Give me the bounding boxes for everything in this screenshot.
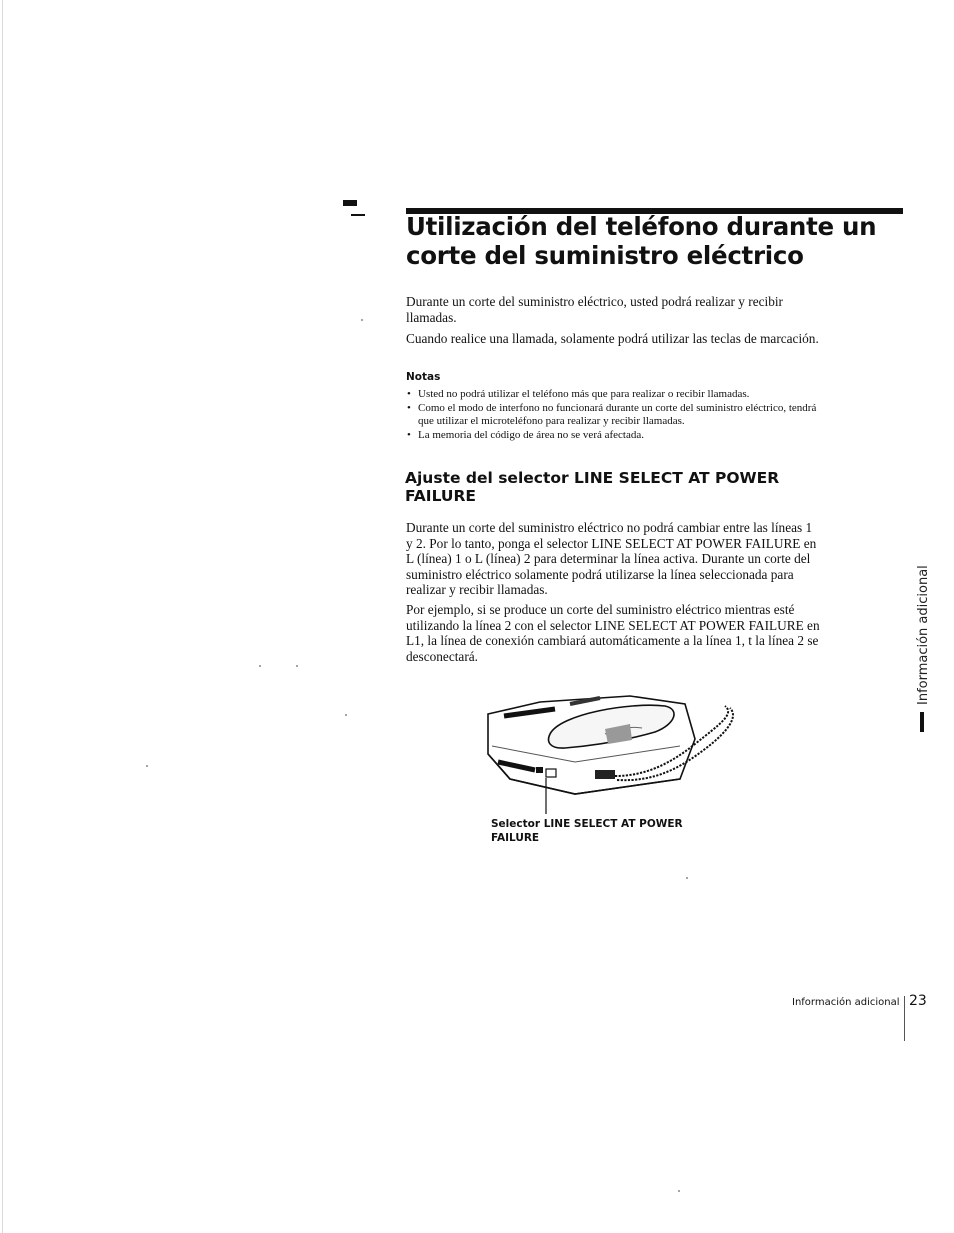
scan-speck xyxy=(146,765,148,767)
intro-paragraph: Durante un corte del suministro eléctrico, usted podrá realizar y recibir llamadas. xyxy=(406,294,783,325)
figure-caption: Selector LINE SELECT AT POWER FAILURE xyxy=(491,818,683,844)
scan-speck xyxy=(259,665,261,667)
scan-speck xyxy=(361,319,363,321)
page-number: 23 xyxy=(909,993,927,1009)
note-item: • Como el modo de interfono no funcionará durante un corte del suministro eléctrico, tendrá que utilizar el microteléfono para realizar y recibir llamadas. xyxy=(406,402,826,429)
scan-speck xyxy=(345,714,347,716)
scan-edge-line xyxy=(2,0,3,1233)
section-corner-mark xyxy=(343,200,357,206)
subsection-title: Ajuste del selector LINE SELECT AT POWER FAILURE xyxy=(405,469,780,505)
subsection-paragraph: Durante un corte del suministro eléctrico no podrá cambiar entre las líneas 1 y 2. Por lo tanto, ponga el selector LINE SELECT AT POWER FAILURE en L (línea) 1 o L (línea) 2 para determinar la línea activa. Durante un corte del suministro eléctrico solamente podrá utilizarse la línea seleccionada para realizar y recibir llamadas. xyxy=(406,520,817,597)
page-title: Utilización del teléfono durante un corte del suministro eléctrico xyxy=(406,212,877,270)
side-tab-label: Información adicional xyxy=(916,565,931,705)
note-item: • La memoria del código de área no se verá afectada. xyxy=(406,429,826,443)
telephone-illustration xyxy=(480,684,740,819)
scan-speck xyxy=(296,665,298,667)
notes-list xyxy=(406,388,826,442)
footer-divider xyxy=(904,996,905,1041)
notes-heading: Notas xyxy=(406,371,441,383)
subsection-paragraph: Por ejemplo, si se produce un corte del suministro eléctrico mientras esté utilizando la línea 2 con el selector LINE SELECT AT POWER FAILURE en L1, la línea de conexión cambiará automáticamente a la línea 1, t la línea 2 se desconectará. xyxy=(406,602,820,664)
intro-paragraph: Cuando realice una llamada, solamente podrá utilizar las teclas de marcación. xyxy=(406,331,819,346)
footer-section-label: Información adicional xyxy=(792,997,900,1008)
scan-speck xyxy=(678,1190,680,1192)
note-item: • Usted no podrá utilizar el teléfono más que para realizar o recibir llamadas. xyxy=(406,388,826,402)
side-tab-marker xyxy=(920,712,924,732)
scan-speck xyxy=(686,877,688,879)
section-corner-tick xyxy=(351,214,365,216)
